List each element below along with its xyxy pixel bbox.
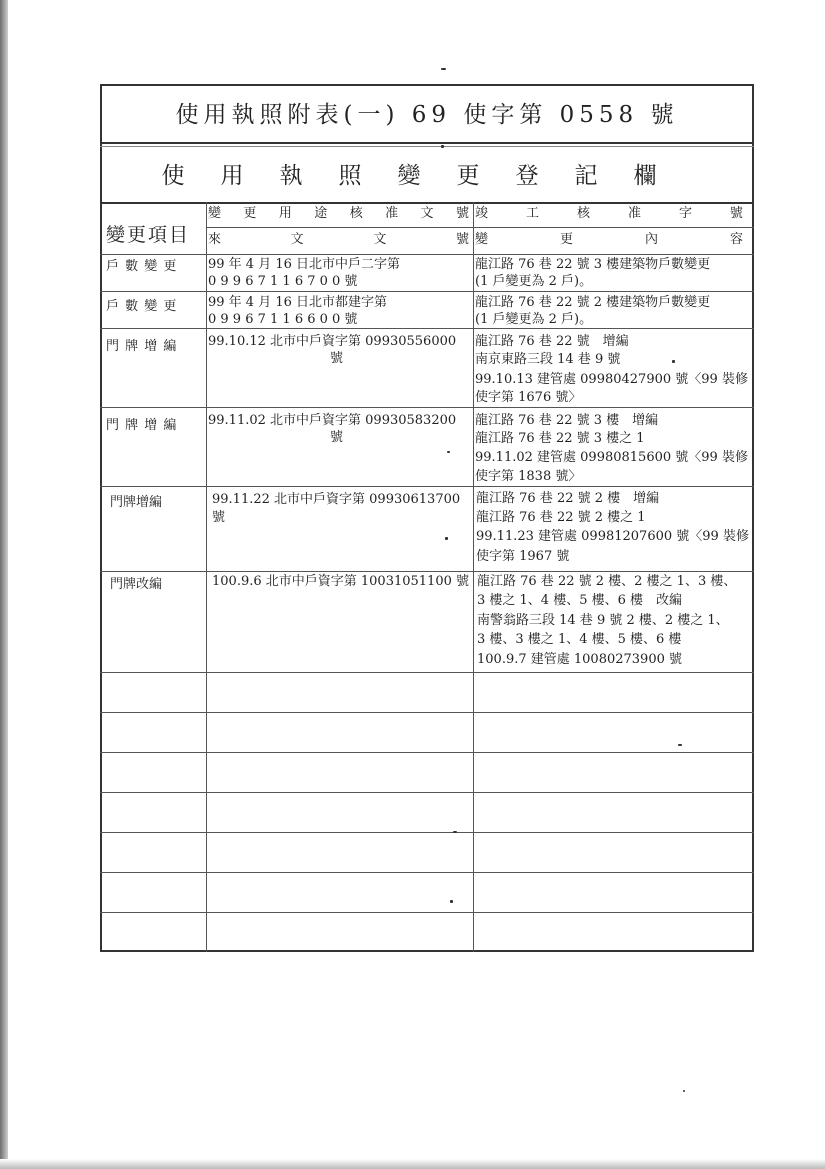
header-char: 用 xyxy=(278,206,292,221)
row-item: 戶 數 變 更 xyxy=(106,259,178,274)
divider xyxy=(100,202,754,204)
empty-row-divider xyxy=(100,832,754,833)
divider xyxy=(100,486,754,487)
header-change-item: 變更項目 xyxy=(106,224,191,246)
header-approval-doc xyxy=(208,205,469,222)
header-char: 容 xyxy=(729,232,743,247)
row-doc-line: 號 xyxy=(330,430,344,445)
scan-speck xyxy=(453,831,457,833)
header-char: 來 xyxy=(208,232,222,247)
row-item: 門 牌 增 編 xyxy=(106,418,178,433)
row-doc-line: 99.11.02 北市中戶資字第 09930583200 xyxy=(208,413,457,428)
header-char: 途 xyxy=(314,206,328,221)
empty-row-divider xyxy=(100,752,754,753)
row-content-line: 使字第 1838 號〉 xyxy=(475,469,582,484)
empty-row-divider xyxy=(100,712,754,713)
row-doc-line: 0 9 9 6 7 1 1 6 6 0 0 號 xyxy=(208,312,358,327)
usage-permit-table xyxy=(100,84,754,952)
document-title: 使用執照附表(一) 69 使字第 0558 號 xyxy=(175,102,679,128)
header-source-doc xyxy=(208,231,469,248)
scan-speck xyxy=(672,360,675,363)
header-char: 文 xyxy=(290,232,304,247)
row-content-line: 龍江路 76 巷 22 號 3 樓 增編 xyxy=(475,413,659,428)
row-content-line: 龍江路 76 巷 22 號 3 樓建築物戶數變更 xyxy=(475,257,711,272)
row-doc-line: 號 xyxy=(212,510,226,525)
row-doc-line: 99.10.12 北市中戶資字第 09930556000 xyxy=(208,334,457,349)
row-item: 門 牌 增 編 xyxy=(106,339,178,354)
divider xyxy=(100,254,754,255)
row-content-line: 使字第 1676 號〉 xyxy=(475,390,582,405)
header-char: 變 xyxy=(475,232,489,247)
row-item: 戶 數 變 更 xyxy=(106,299,178,314)
row-doc-line: 99.11.22 北市中戶資字第 09930613700 xyxy=(212,492,461,507)
divider xyxy=(100,407,754,408)
header-char: 號 xyxy=(455,232,469,247)
section-title: 使用執照變更登記欄 xyxy=(161,163,693,189)
header-char: 准 xyxy=(385,206,399,221)
row-content-line: 3 樓之 1、4 樓、5 樓、6 樓 改編 xyxy=(477,593,683,608)
row-doc-line: 99 年 4 月 16 日北市都建字第 xyxy=(208,295,388,310)
divider xyxy=(100,142,754,144)
row-item: 門牌改編 xyxy=(110,577,163,592)
header-char: 號 xyxy=(455,206,469,221)
column-divider xyxy=(473,202,474,952)
row-content-line: 99.10.13 建管處 09980427900 號〈99 裝修 xyxy=(475,372,748,387)
scan-speck xyxy=(441,68,446,70)
column-divider xyxy=(206,202,207,952)
header-completion-no xyxy=(475,205,743,222)
row-content-line: 龍江路 76 巷 22 號 2 樓、2 樓之 1、3 樓、 xyxy=(477,574,737,589)
row-content-line: 使字第 1967 號 xyxy=(476,549,570,564)
scan-speck xyxy=(678,744,682,746)
scan-speck xyxy=(450,900,453,903)
scan-bottom-shadow xyxy=(0,1159,825,1169)
scan-speck xyxy=(445,537,448,540)
row-content-line: 龍江路 76 巷 22 號 2 樓 增編 xyxy=(476,491,660,506)
row-doc-line: 99 年 4 月 16 日北市中戶二字第 xyxy=(208,257,401,272)
row-content-line: 南京東路三段 14 巷 9 號 xyxy=(475,352,621,367)
row-content-line: 3 樓、3 樓之 1、4 樓、5 樓、6 樓 xyxy=(477,632,682,647)
header-char: 文 xyxy=(420,206,434,221)
row-item: 門牌增編 xyxy=(110,495,163,510)
header-char: 內 xyxy=(644,232,658,247)
divider xyxy=(100,571,754,572)
header-char: 字 xyxy=(678,206,692,221)
row-content-line: 99.11.02 建管處 09980815600 號〈99 裝修 xyxy=(475,450,748,465)
row-content-line: (1 戶變更為 2 戶)。 xyxy=(475,312,593,327)
header-change-content xyxy=(475,231,743,248)
header-char: 文 xyxy=(373,232,387,247)
row-content-line: 南警翁路三段 14 巷 9 號 2 樓、2 樓之 1、 xyxy=(477,613,729,628)
divider xyxy=(100,146,754,147)
divider xyxy=(100,291,754,292)
scan-edge-shadow xyxy=(0,0,8,1169)
row-doc-line: 100.9.6 北市中戶資字第 10031051100 號 xyxy=(212,574,469,589)
row-content-line: 99.11.23 建管處 09981207600 號〈99 裝修 xyxy=(476,529,749,544)
row-content-line: 龍江路 76 巷 22 號 增編 xyxy=(475,334,629,349)
scan-speck xyxy=(447,451,450,453)
row-doc-line: 0 9 9 6 7 1 1 6 7 0 0 號 xyxy=(208,274,358,289)
header-char: 工 xyxy=(525,206,539,221)
header-char: 核 xyxy=(576,206,590,221)
scan-speck xyxy=(441,145,444,148)
divider xyxy=(206,227,754,228)
empty-row-divider xyxy=(100,872,754,873)
row-content-line: 龍江路 76 巷 22 號 3 樓之 1 xyxy=(475,431,645,446)
header-char: 號 xyxy=(729,206,743,221)
header-char: 更 xyxy=(559,232,573,247)
header-char: 竣 xyxy=(475,206,489,221)
row-content-line: 100.9.7 建管處 10080273900 號 xyxy=(477,652,682,667)
empty-row-divider xyxy=(100,792,754,793)
row-content-line: 龍江路 76 巷 22 號 2 樓之 1 xyxy=(476,510,646,525)
header-char: 准 xyxy=(627,206,641,221)
header-char: 更 xyxy=(243,206,257,221)
row-content-line: 龍江路 76 巷 22 號 2 樓建築物戶數變更 xyxy=(475,295,711,310)
header-char: 核 xyxy=(349,206,363,221)
scan-speck xyxy=(683,1090,685,1092)
row-content-line: (1 戶變更為 2 戶)。 xyxy=(475,274,593,289)
empty-row-divider xyxy=(100,912,754,913)
header-char: 變 xyxy=(208,206,222,221)
divider xyxy=(100,328,754,329)
divider xyxy=(100,672,754,673)
row-doc-line: 號 xyxy=(330,351,344,366)
